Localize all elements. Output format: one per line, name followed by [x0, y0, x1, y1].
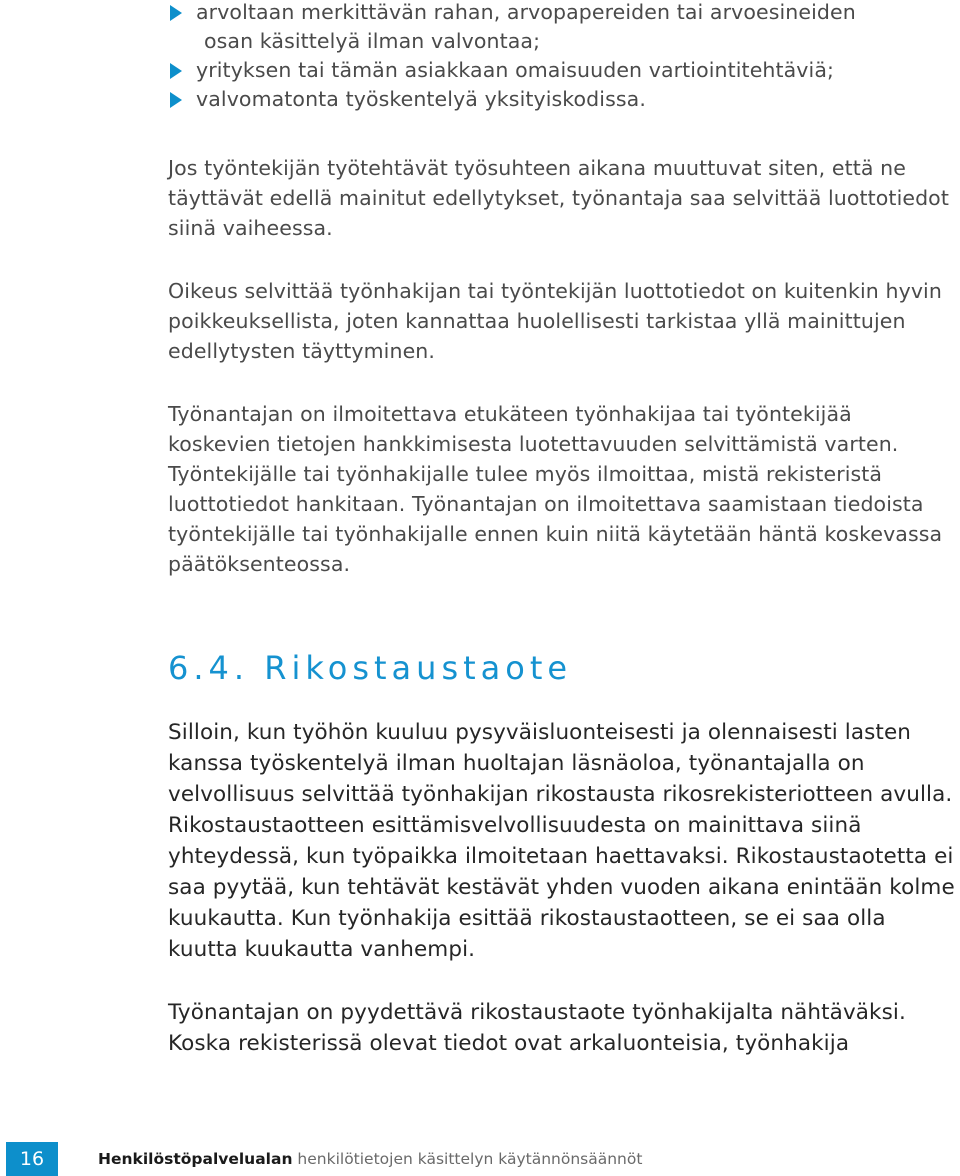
bullet-text: arvoltaan merkittävän rahan, arvopapereiden tai arvoesineiden	[196, 0, 856, 24]
triangle-bullet-icon	[170, 92, 182, 108]
bullet-item	[168, 56, 948, 85]
footer-title-rest: henkilötietojen käsittelyn käytännönsäännöt	[297, 1150, 643, 1168]
bullet-list	[168, 0, 948, 114]
page-number-badge: 16	[6, 1142, 58, 1176]
bullet-item	[168, 85, 948, 114]
bullet-item-continuation	[168, 27, 948, 56]
bullet-text: yrityksen tai tämän asiakkaan omaisuuden vartiointitehtäviä;	[196, 58, 834, 82]
paragraph-criminal-record: Silloin, kun työhön kuuluu pysyväisluonteisesti ja olennaisesti lasten kanssa työskentelyä ilman huoltajan läsnäoloa, työnantajalla on velvollisuus selvittää työnhakijan rikostausta rikosrekisteriotteen avulla. Rikostaustaotteen esittämisvelvollisuudesta on mainittava siinä yhteydessä, kun työpaikka ilmoitetaan haettavaksi. Rikostaustaotetta ei saa pyytää, kun tehtävät kestävät yhden vuoden aikana enintään kolme kuukautta. Kun työnhakija esittää rikostaustaotteen, se ei saa olla kuutta kuukautta vanhempi.	[168, 720, 955, 962]
footer-publication-title	[98, 1149, 642, 1169]
footer-title-bold: Henkilöstöpalvelualan	[98, 1150, 293, 1168]
section-heading: 6.4. Rikostaustaote	[168, 649, 573, 687]
triangle-bullet-icon	[170, 63, 182, 79]
bullet-item	[168, 0, 948, 27]
paragraph-credit-info-change: Jos työntekijän työtehtävät työsuhteen aikana muuttuvat siten, että ne täyttävät edellä mainitut edellytykset, työnantaja saa selvittää luottotiedot siinä vaiheessa.	[168, 156, 949, 240]
triangle-bullet-icon	[170, 5, 182, 21]
paragraph-exceptional-right: Oikeus selvittää työnhakijan tai työntekijän luottotiedot on kuitenkin hyvin poikkeuksellista, joten kannattaa huolellisesti tarkistaa yllä mainittujen edellytysten täyttyminen.	[168, 279, 942, 363]
bullet-text: osan käsittelyä ilman valvontaa;	[204, 29, 541, 53]
paragraph-show-record: Työnantajan on pyydettävä rikostaustaote työnhakijalta nähtäväksi. Koska rekisterissä olevat tiedot ovat arkaluonteisia, työnhakija	[168, 1000, 906, 1056]
bullet-text: valvomatonta työskentelyä yksityiskodissa.	[196, 87, 646, 111]
paragraph-notification-duty: Työnantajan on ilmoitettava etukäteen työnhakijaa tai työntekijää koskevien tietojen hankkimisesta luotettavuuden selvittämistä varten. Työntekijälle tai työnhakijalle tulee myös ilmoittaa, mistä rekisteristä luottotiedot hankitaan. Työnantajan on ilmoitettava saamistaan tiedoista työntekijälle tai työnhakijalle ennen kuin niitä käytetään häntä koskevassa päätöksenteossa.	[168, 402, 943, 576]
page-footer	[0, 1140, 960, 1173]
